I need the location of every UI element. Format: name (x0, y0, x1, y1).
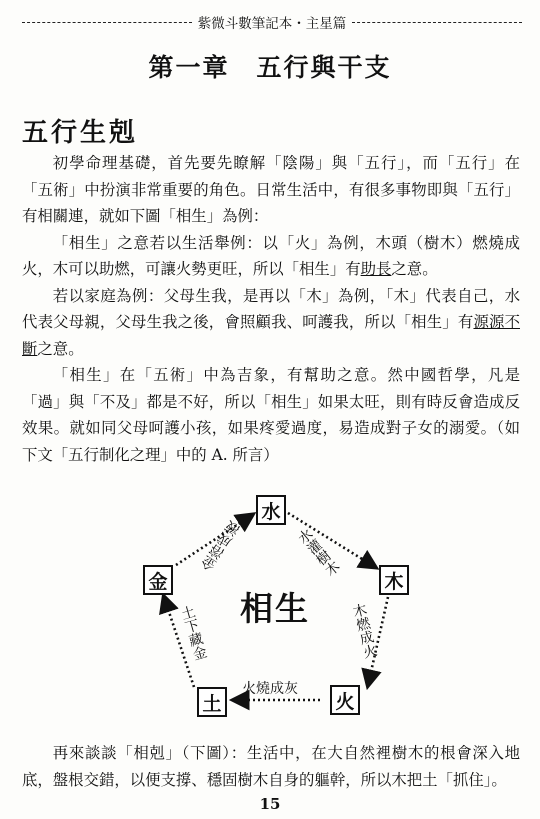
paragraph-3-text: 若以家庭為例：父母生我，是再以「木」為例，「木」代表自己，水代表父母親，父母生我之後，會照顧我、呵護我，所以「相生」有 (22, 286, 520, 331)
header-dash-left (22, 22, 192, 23)
paragraph-1: 初學命理基礎，首先要先瞭解「陰陽」與「五行」，而「五行」在「五術」中扮演非常重要的角色。日常生活中，有很多事物即與「五行」有相關連，就如下圖「相生」為例： (22, 154, 520, 225)
five-elements-diagram (130, 485, 420, 725)
section-title: 五行生剋 (22, 118, 139, 148)
body-text (22, 150, 520, 468)
edge-label-earth-metal: 土下藏金 (177, 603, 209, 662)
page-number: 15 (259, 795, 281, 813)
paragraph-2 (22, 230, 520, 283)
paragraph-3 (22, 283, 520, 363)
chapter-title: 第一章 五行與干支 (148, 53, 392, 82)
edge-label-water-wood: 水灌樹木 (293, 526, 343, 580)
center-label: 相生 (240, 589, 310, 628)
edge-label-metal-water: 金溶成液 (198, 519, 244, 575)
bottom-paragraph: 再來談談「相剋」（下圖）：生活中，在大自然裡樹木的根會深入地底，盤根交錯，以便支撐、穩固樹木自身的軀幹，所以木把土「抓住」。 (22, 744, 520, 789)
node-fire: 火 (330, 685, 360, 715)
node-metal: 金 (143, 565, 173, 595)
paragraph-3-end: 之意。 (37, 339, 84, 358)
paragraph-2-end: 之意。 (391, 260, 438, 278)
edge-label-fire-earth: 火燒成灰 (242, 681, 298, 697)
paragraph-2-underline: 助長 (360, 260, 392, 278)
paragraph-4: 「相生」在「五術」中為吉象，有幫助之意。然中國哲學，凡是「過」與「不及」都是不好，所以「相生」如果太旺，則有時反會造成反效果。就如同父母呵護小孩，如果疼愛過度，易造成對子女的溺愛。（如下文「五行制化之理」中的 A. 所言） (22, 366, 520, 464)
paragraph-2-text: 「相生」之意若以生活舉例：以「火」為例，木頭（樹木）燃燒成火，木可以助燃，可讓火勢更旺，所以「相生」有 (22, 233, 520, 278)
running-header (22, 12, 522, 32)
bottom-text (22, 740, 520, 793)
edge-label-wood-fire: 木燃成火 (349, 601, 379, 660)
node-earth: 土 (197, 687, 227, 717)
paragraph-3-underline: 源源不斷 (22, 313, 520, 358)
node-water: 水 (256, 495, 286, 525)
header-title: 紫微斗數筆記本・主星篇 (197, 16, 347, 32)
node-wood: 木 (379, 565, 409, 595)
header-dash-right (352, 22, 522, 23)
